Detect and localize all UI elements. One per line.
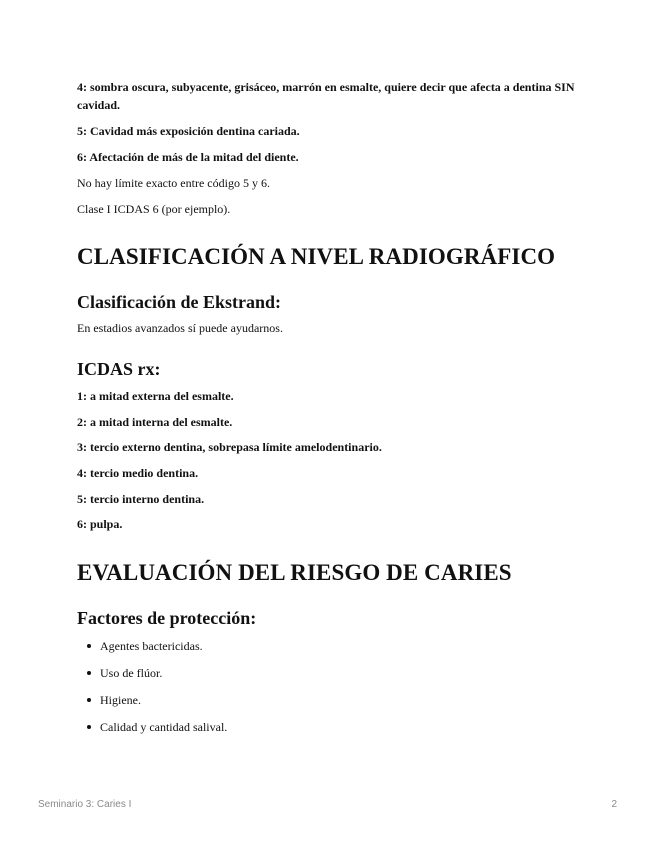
icdas-rx-item: 1: a mitad externa del esmalte. [77,389,234,403]
list-item: Calidad y cantidad salival. [77,718,227,745]
list-item: Agentes bactericidas. [77,637,227,664]
subheading-protection: Factores de protección: [77,608,257,628]
icdas-rx-item: 3: tercio externo dentina, sobrepasa límite amelodentinario. [77,440,382,454]
note-example: Clase I ICDAS 6 (por ejemplo). [77,202,231,216]
icdas-rx-item: 2: a mitad interna del esmalte. [77,415,233,429]
icdas-rx-item: 5: tercio interno dentina. [77,492,205,506]
subheading-icdas-rx: ICDAS rx: [77,359,161,379]
section-heading-risk: EVALUACIÓN DEL RIESGO DE CARIES [77,560,512,585]
icdas-code-6: 6: Afectación de más de la mitad del diente. [77,150,299,164]
protection-factor-list [77,637,227,745]
icdas-code-5: 5: Cavidad más exposición dentina cariada. [77,124,300,138]
subheading-ekstrand: Clasificación de Ekstrand: [77,292,282,312]
footer-title: Seminario 3: Caries I [38,799,132,810]
note-limit: No hay límite exacto entre código 5 y 6. [77,176,270,190]
list-item: Higiene. [77,691,227,718]
icdas-code-4: 4: sombra oscura, subyacente, grisáceo, marrón en esmalte, quiere decir que afecta a dentina SIN cavidad. [77,80,575,112]
page-number: 2 [611,799,617,810]
list-item: Uso de flúor. [77,664,227,691]
ekstrand-text: En estadios avanzados sí puede ayudarnos. [77,321,283,335]
icdas-rx-item: 6: pulpa. [77,517,123,531]
icdas-rx-item: 4: tercio medio dentina. [77,466,199,480]
section-heading-radiographic: CLASIFICACIÓN A NIVEL RADIOGRÁFICO [77,244,556,269]
